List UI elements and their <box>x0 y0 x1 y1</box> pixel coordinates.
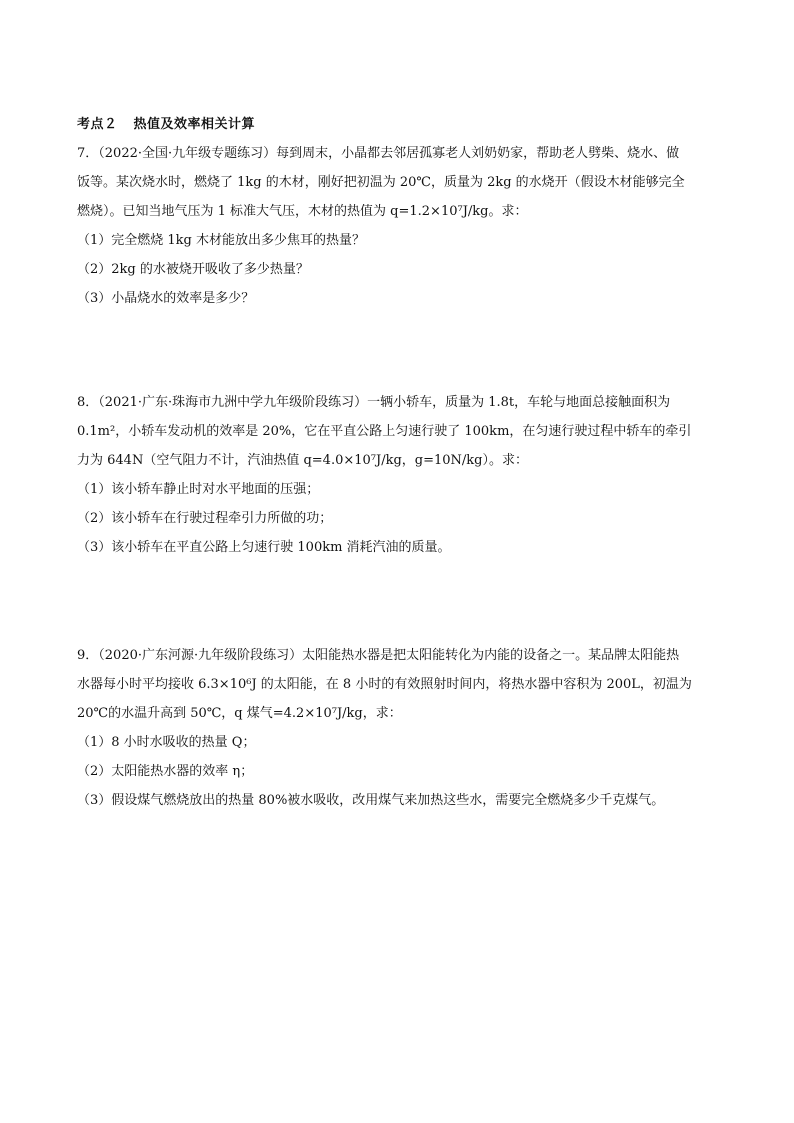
problem-7-line-3: 燃烧）。已知当地气压为 1 标准大气压，木材的热值为 q=1.2×10⁷J/kg。求： <box>77 204 528 219</box>
problem-9-line-1: 9．（2020·广东河源·九年级阶段练习）太阳能热水器是把太阳能转化为内能的设备之一。某品牌太阳能热 <box>77 648 680 663</box>
problem-7-line-1: 7．（2022·全国·九年级专题练习）每到周末，小晶都去邻居孤寡老人刘奶奶家，帮助老人劈柴、烧水、做 <box>77 146 680 161</box>
problem-7 <box>77 139 722 313</box>
problem-7-line-2: 饭等。某次烧水时，燃烧了 1kg 的木材，刚好把初温为 20℃，质量为 2kg 的水烧开（假设木材能够完全 <box>77 175 685 190</box>
problem-8-line-1: 8．（2021·广东·珠海市九洲中学九年级阶段练习）一辆小轿车，质量为 1.8t，车轮与地面总接触面积为 <box>77 395 671 410</box>
problem-9-line-2: 水器每小时平均接收 6.3×10⁶J 的太阳能，在 8 小时的有效照射时间内，将热水器中容积为 200L，初温为 <box>77 677 692 692</box>
problem-8-sub-2: （2）该小轿车在行驶过程牵引力所做的功； <box>77 511 333 526</box>
problem-9-sub-2: （2）太阳能热水器的效率 η； <box>77 764 254 779</box>
problem-7-sub-1: （1）完全燃烧 1kg 木材能放出多少焦耳的热量？ <box>77 233 366 248</box>
problem-8-sub-1: （1）该小轿车静止时对水平地面的压强； <box>77 482 320 497</box>
problem-8-number: 8． <box>77 395 99 410</box>
problem-9-sub-3: （3）假设煤气燃烧放出的热量 80%被水吸收，改用煤气来加热这些水，需要完全燃烧多少千克煤气。 <box>77 793 665 808</box>
section-label: 考点２ <box>77 117 118 132</box>
problem-7-number: 7． <box>77 146 99 161</box>
problem-9-number: 9． <box>77 648 99 663</box>
problem-8 <box>77 388 722 562</box>
problem-7-sub-2: （2）2kg 的水被烧开吸收了多少热量？ <box>77 262 309 277</box>
problem-7-sub-3: （3）小晶烧水的效率是多少？ <box>77 291 255 306</box>
problem-8-line-3: 力为 644N（空气阻力不计，汽油热值 q=4.0×10⁷J/kg，g=10N/kg）。求： <box>77 453 528 468</box>
section-title <box>77 113 255 132</box>
problem-9-sub-1: （1）8 小时水吸收的热量 Q； <box>77 735 256 750</box>
problem-9-line-3: 20℃的水温升高到 50℃，q 煤气=4.2×10⁷J/kg，求： <box>77 706 402 721</box>
section-heading: 热值及效率相关计算 <box>133 117 256 132</box>
problem-8-line-2: 0.1m²，小轿车发动机的效率是 20%，它在平直公路上匀速行驶了 100km，在匀速行驶过程中轿车的牵引 <box>77 424 692 439</box>
problem-9 <box>77 641 722 815</box>
problem-8-sub-3: （3）该小轿车在平直公路上匀速行驶 100km 消耗汽油的质量。 <box>77 540 451 555</box>
